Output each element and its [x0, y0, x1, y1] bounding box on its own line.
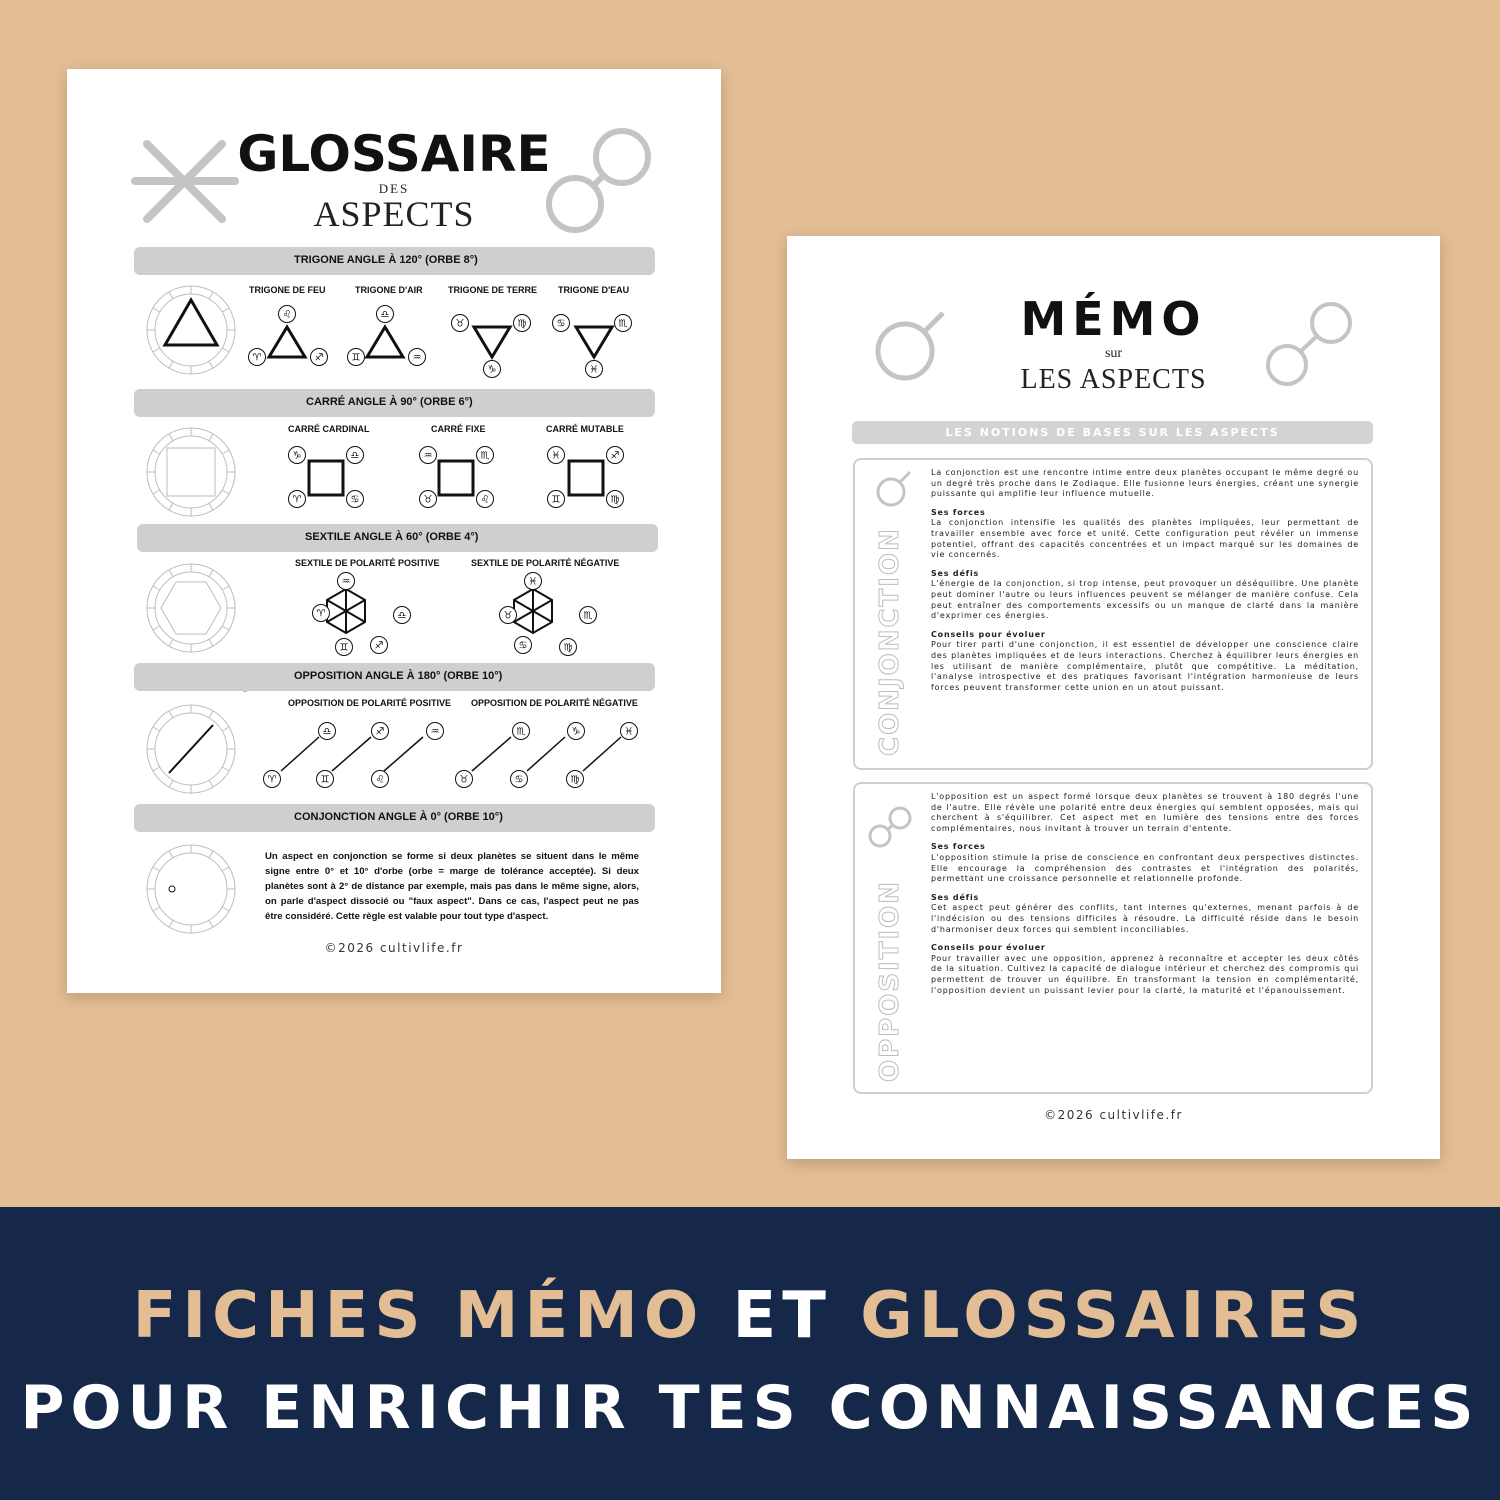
opposition-text	[931, 792, 1359, 1004]
zodiac-glyph-icon	[311, 349, 328, 366]
zodiac-wheel	[147, 286, 235, 374]
svg-text:♋: ♋	[514, 774, 524, 786]
opposition-conseils-heading: Conseils pour évoluer	[931, 943, 1046, 953]
band-opposition	[134, 663, 655, 691]
zodiac-glyph-icon	[548, 447, 565, 464]
svg-text:♒: ♒	[412, 352, 422, 364]
svg-text:♊: ♊	[339, 642, 349, 654]
svg-text:♉: ♉	[423, 494, 433, 506]
svg-text:♊: ♊	[351, 352, 361, 364]
svg-text:♌: ♌	[480, 494, 490, 506]
banner-glossaires: GLOSSAIRES	[860, 1279, 1368, 1353]
memo-title-aspects: LES ASPECTS	[1020, 364, 1207, 395]
zodiac-glyph-icon	[607, 491, 624, 508]
svg-text:♈: ♈	[292, 494, 302, 506]
zodiac-glyph-icon	[484, 361, 501, 378]
conjonction-box	[853, 458, 1373, 770]
conjonction-forces-heading: Ses forces	[931, 507, 986, 517]
band-trigone	[134, 247, 655, 275]
svg-text:♋: ♋	[518, 640, 528, 652]
svg-text:♐: ♐	[374, 640, 384, 652]
zodiac-glyph-icon	[580, 607, 597, 624]
svg-text:♋: ♋	[350, 494, 360, 506]
conjonction-defis-heading: Ses défis	[931, 568, 980, 578]
memo-sheet	[787, 236, 1440, 1159]
zodiac-glyph-icon	[420, 447, 437, 464]
zodiac-wheel	[147, 705, 235, 793]
svg-text:♏: ♏	[618, 318, 628, 330]
opposition-defis-heading: Ses défis	[931, 892, 980, 902]
conjonction-forces: La conjonction intensifie les qualités des planètes impliquées, leur permettant de travailler ensemble avec force et unité. Cette configuration peut révéler un immense potentiel, offrant des capacités concentrées et un impact marqué sur les domaines de vie concernés.	[931, 518, 1359, 560]
svg-text:♍: ♍	[517, 318, 527, 330]
zodiac-glyph-icon	[347, 491, 364, 508]
svg-text:♍: ♍	[610, 494, 620, 506]
svg-text:♐: ♐	[314, 352, 324, 364]
zodiac-glyph-icon	[336, 639, 353, 656]
zodiac-wheel	[147, 564, 235, 652]
svg-text:♓: ♓	[551, 450, 561, 462]
svg-text:♈: ♈	[316, 608, 326, 620]
memo-title: MÉMO	[1020, 292, 1207, 346]
svg-text:♎: ♎	[397, 610, 407, 622]
sub-trigone-terre: TRIGONE DE TERRE	[448, 285, 538, 295]
band-carre-label: CARRÉ ANGLE À 90° (ORBE 6°)	[306, 396, 473, 408]
zodiac-glyph-icon	[377, 306, 394, 323]
svg-text:♓: ♓	[589, 364, 599, 376]
glossaire-footer: ©2026 cultivlife.fr	[324, 941, 464, 955]
svg-text:♉: ♉	[455, 318, 465, 330]
svg-text:♎: ♎	[350, 450, 360, 462]
svg-text:♏: ♏	[583, 610, 593, 622]
sub-opposition-pos: OPPOSITION DE POLARITÉ POSITIVE	[288, 698, 452, 708]
svg-text:♌: ♌	[375, 774, 385, 786]
glossaire-title-des: DES	[378, 181, 410, 196]
zodiac-glyph-icon	[319, 723, 336, 740]
sub-carre-fixe: CARRÉ FIXE	[431, 424, 486, 434]
zodiac-glyph-icon	[372, 771, 389, 788]
zodiac-glyph-icon	[317, 771, 334, 788]
opposition-box	[853, 782, 1373, 1094]
zodiac-glyph-icon	[372, 723, 389, 740]
svg-text:♐: ♐	[375, 726, 385, 738]
band-opposition-label: OPPOSITION ANGLE À 180° (ORBE 10°)	[294, 670, 503, 682]
sub-opposition-neg: OPPOSITION DE POLARITÉ NÉGATIVE	[471, 698, 638, 708]
svg-text:♊: ♊	[320, 774, 330, 786]
zodiac-wheels	[147, 286, 235, 933]
banner-line-2: POUR ENRICHIR TES CONNAISSANCES	[20, 1373, 1480, 1443]
svg-text:♉: ♉	[503, 610, 513, 622]
svg-text:♏: ♏	[480, 450, 490, 462]
zodiac-glyph-icon	[338, 573, 355, 590]
zodiac-glyph-icon	[289, 447, 306, 464]
conjonction-text	[931, 468, 1359, 701]
zodiac-wheel	[147, 428, 235, 516]
zodiac-wheel	[147, 845, 235, 933]
opposition-intro: L'opposition est un aspect formé lorsque deux planètes se trouvent à 180 degrés l'une de l'autre. Elle révèle une polarité entre deux énergies qui semblent opposées, mais qui cherchent à s'équilibrer. Cet aspect met en lumière des tensions entre des forces complémentaires, nous invitant à trouver un terrain d'entente.	[931, 792, 1359, 833]
sub-carre-cardinal: CARRÉ CARDINAL	[288, 424, 370, 434]
sub-sextile-neg: SEXTILE DE POLARITÉ NÉGATIVE	[471, 558, 620, 568]
zodiac-glyph-icon	[477, 447, 494, 464]
zodiac-glyph-icon	[249, 349, 266, 366]
svg-text:♍: ♍	[570, 774, 580, 786]
banner-line-1	[0, 1279, 1500, 1353]
conjonction-conseils: Pour tirer parti d'une conjonction, il est essentiel de développer une conscience claire des planètes impliquées et de leurs interactions. Cherchez à équilibrer leurs énergies en les utilisant de manière complémentaire, plutôt que compétitive. La méditation, l'analyse introspective et des pratiques favorisant l'intégration harmonieuse de leurs forces peuvent transformer cette union en un atout puissant.	[931, 640, 1359, 692]
memo-band: LES NOTIONS DE BASES SUR LES ASPECTS	[852, 421, 1373, 444]
sub-trigone-feu: TRIGONE DE FEU	[249, 285, 326, 295]
sub-carre-mutable: CARRÉ MUTABLE	[546, 424, 624, 434]
zodiac-glyph-icon	[515, 637, 532, 654]
svg-text:♍: ♍	[563, 642, 573, 654]
zodiac-glyph-icon	[500, 607, 517, 624]
opposition-defis: Cet aspect peut générer des conflits, tant internes qu'externes, menant parfois à de l'indécision ou des tensions difficiles à résoudre. La difficulté réside dans le besoin d'harmoniser deux forces qui semblent inconciliables.	[931, 903, 1359, 934]
zodiac-glyph-icon	[514, 315, 531, 332]
glossaire-title-aspects: ASPECTS	[313, 194, 475, 234]
band-sextile	[137, 524, 658, 552]
zodiac-glyph-icon	[371, 637, 388, 654]
opposition-conseils: Pour travailler avec une opposition, apprenez à reconnaître et accepter les deux côtés de la situation. Cultivez la capacité de dialogue intérieur et cherchez des compromis qui permettent de trouver un équilibre. En transformant la tension en complémentarité, l'opposition devient un puissant levier pour la clarté, la maturité et l'épanouissement.	[931, 953, 1359, 995]
conjunction-paragraph: Un aspect en conjonction se forme si deux planètes se situent dans le même signe entre 0° et 10° d'orbe (orbe = marge de tolérance acceptée). Si deux planètes sont à 2° de distance par exemple, mais pas dans le même signe, alors, on parle d'aspect dissocié ou "faux aspect". Dans ce cas, l'aspect peut ne pas être considéré. Cette règle est valable pour tout type d'aspect.	[265, 851, 639, 922]
zodiac-glyph-icon	[560, 639, 577, 656]
zodiac-glyph-icon	[348, 349, 365, 366]
zodiac-glyph-icon	[456, 771, 473, 788]
sub-sextile-pos: SEXTILE DE POLARITÉ POSITIVE	[295, 558, 440, 568]
svg-text:♏: ♏	[516, 726, 526, 738]
banner-et: ET	[732, 1279, 832, 1353]
svg-text:♌: ♌	[282, 309, 292, 321]
opposition-forces-heading: Ses forces	[931, 842, 986, 852]
svg-text:♑: ♑	[292, 450, 302, 462]
glossaire-sheet	[67, 69, 721, 993]
band-sextile-label: SEXTILE ANGLE À 60° (ORBE 4°)	[305, 531, 479, 543]
zodiac-glyph-icon	[452, 315, 469, 332]
zodiac-glyph-icon	[621, 723, 638, 740]
band-trigone-label: TRIGONE ANGLE À 120° (ORBE 8°)	[294, 254, 478, 266]
glossaire-title: GLOSSAIRE	[237, 125, 551, 183]
svg-text:♎: ♎	[380, 309, 390, 321]
zodiac-glyph-icon	[586, 361, 603, 378]
svg-text:♈: ♈	[267, 774, 277, 786]
opposition-vertical-label: OPPOSITION	[875, 880, 905, 1082]
zodiac-glyph-icon	[615, 315, 632, 332]
band-carre	[134, 389, 655, 417]
svg-text:♐: ♐	[610, 450, 620, 462]
svg-text:♊: ♊	[551, 494, 561, 506]
zodiac-glyph-icon	[553, 315, 570, 332]
zodiac-glyph-icon	[548, 491, 565, 508]
band-conjonction	[134, 804, 655, 832]
svg-text:♑: ♑	[487, 364, 497, 376]
zodiac-glyph-icon	[607, 447, 624, 464]
sub-trigone-eau: TRIGONE D'EAU	[558, 285, 630, 295]
band-conjonction-label: CONJONCTION ANGLE À 0° (ORBE 10°)	[294, 811, 503, 823]
svg-text:♋: ♋	[556, 318, 566, 330]
zodiac-glyph-icon	[511, 771, 528, 788]
conjonction-intro: La conjonction est une rencontre intime entre deux planètes occupant le même degré ou un degré très proche dans le Zodiaque. Elle fusionne leurs énergies, créant une synergie puissante qui amplifie leur influence mutuelle.	[931, 468, 1359, 499]
zodiac-glyph-icon	[279, 306, 296, 323]
memo-footer: ©2026 cultivlife.fr	[1044, 1108, 1183, 1122]
sub-trigone-air: TRIGONE D'AIR	[355, 285, 423, 295]
svg-text:♒: ♒	[423, 450, 433, 462]
zodiac-glyph-icon	[394, 607, 411, 624]
zodiac-glyph-icon	[313, 605, 330, 622]
bottom-banner	[0, 1207, 1500, 1500]
zodiac-glyph-icon	[264, 771, 281, 788]
zodiac-glyph-icon	[567, 771, 584, 788]
opposition-forces: L'opposition stimule la prise de conscience en confrontant deux perspectives distinctes. Elle encourage la compréhension des contrastes et l'intégration des polarités, permettant une croissance personnelle et relationnelle profonde.	[931, 852, 1359, 884]
svg-text:♓: ♓	[528, 576, 538, 588]
zodiac-glyph-icon	[525, 573, 542, 590]
conjonction-vertical-label: CONJONCTION	[875, 527, 905, 756]
zodiac-glyph-icon	[568, 723, 585, 740]
zodiac-glyph-icon	[513, 723, 530, 740]
conjonction-defis: L'énergie de la conjonction, si trop intense, peut provoquer un déséquilibre. Une planète peut dominer l'autre ou leurs influences peuvent se mélanger de manière confuse. Cela peut entraîner des comportements excessifs ou un manque de clarté dans la manière d'exprimer ces énergies.	[931, 579, 1359, 621]
svg-text:♈: ♈	[252, 352, 262, 364]
zodiac-glyph-icon	[477, 491, 494, 508]
memo-title-sur: sur	[1104, 346, 1123, 361]
zodiac-glyph-icon	[409, 349, 426, 366]
svg-text:♒: ♒	[430, 726, 440, 738]
svg-text:♑: ♑	[571, 726, 581, 738]
conjonction-conseils-heading: Conseils pour évoluer	[931, 629, 1046, 639]
svg-text:♉: ♉	[459, 774, 469, 786]
svg-text:♒: ♒	[341, 576, 351, 588]
zodiac-glyph-icon	[347, 447, 364, 464]
svg-text:♎: ♎	[322, 726, 332, 738]
zodiac-glyph-icon	[427, 723, 444, 740]
svg-text:♓: ♓	[624, 726, 634, 738]
banner-fiches-memo: FICHES MÉMO	[132, 1279, 705, 1353]
zodiac-glyph-icon	[289, 491, 306, 508]
zodiac-glyph-icon	[420, 491, 437, 508]
